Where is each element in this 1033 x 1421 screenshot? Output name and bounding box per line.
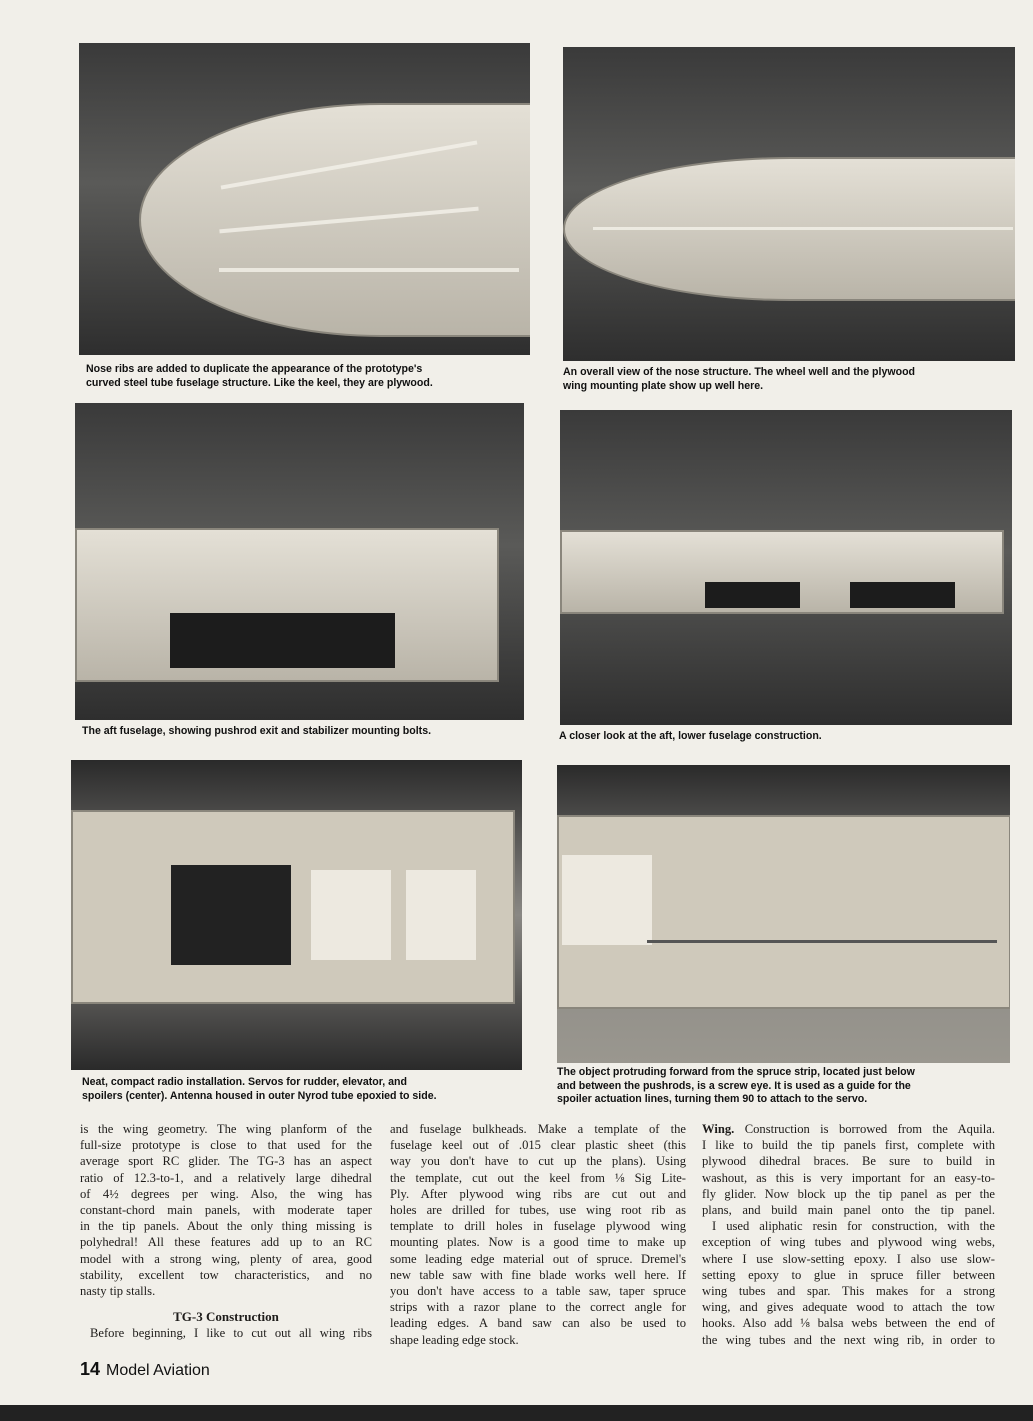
caption-radio-installation [82,1076,522,1103]
text-line: hooks. Also add ⅛ balsa webs between the end of [702,1316,995,1331]
caption-line: wing mounting plate show up well here. [563,379,764,392]
magazine-name: Model Aviation [106,1362,210,1379]
text-line: the wing tubes and the next wing rib, in order to [702,1332,995,1347]
caption-line: spoiler actuation lines, turning them 90 to attach to the servo. [557,1093,868,1105]
photo-radio-installation [71,760,522,1070]
text-line: Before beginning, I like to cut out all wing ribs [90,1326,372,1341]
text-line: plans, and build main panel onto the tip panel. [702,1203,995,1218]
text-line: average sport RC glider. The TG-3 has an aspect [80,1154,372,1169]
text-line: some leading edge material out of spruce. Dremel's [390,1251,686,1266]
caption-nose-overview [563,366,1013,393]
article-column-3 [702,1121,995,1348]
text-line: fuselage keel out of .015 clear plastic sheet (this [390,1138,686,1153]
text-line: Ply. After plywood wing ribs are cut out and [390,1186,686,1201]
caption-line: An overall view of the nose structure. The wheel well and the plywood [563,366,916,378]
text-line: where I use slow-setting epoxy. I also use slow- [702,1251,995,1266]
text-run: Construction is borrowed from the Aquila. [734,1122,995,1136]
text-line: wing, and gives adequate wood to attach the tow [702,1300,995,1315]
caption-line: and between the pushrods, is a screw eye. It is used as a guide for the [557,1079,911,1092]
text-line: way you don't have to cut up the plans). Using [390,1154,686,1169]
text-line: of 4½ degrees per wing. Also, the wing has [80,1186,372,1201]
text-line: wing tubes and spar. This makes for a strong [702,1284,995,1299]
text-line: fly glider. Now block up the tip panel as per the [702,1186,995,1201]
text-line: setting epoxy to glue in spruce filler between [702,1267,995,1282]
caption-line: curved steel tube fuselage structure. Like the keel, they are plywood. [86,376,433,389]
caption-nose-ribs [86,363,526,390]
article-column-2 [390,1121,686,1348]
text-line: plywood dihedral braces. Be sure to build in [702,1154,995,1169]
photo-nose-overview [563,47,1015,361]
text-line: model with a strong wing, plenty of area, good [80,1251,372,1266]
text-line: full-size prototype is close to that used for the [80,1138,372,1153]
caption-line: Nose ribs are added to duplicate the appearance of the prototype's [86,363,423,375]
caption-screw-eye [557,1066,1007,1107]
text-line: nasty tip stalls. [80,1284,156,1299]
caption-aft-fuselage [82,725,522,739]
text-line: exception of wing tubes and plywood wing webs, [702,1235,995,1250]
article-column-1 [80,1121,372,1342]
caption-line: spoilers (center). Antenna housed in outer Nyrod tube epoxied to side. [82,1089,437,1102]
text-line: I used aliphatic resin for construction, with the [712,1219,995,1234]
text-line: mounting plates. Now is a good time to make up [390,1235,686,1250]
text-line: is the wing geometry. The wing planform of the [80,1122,372,1136]
scan-edge [0,1405,1033,1421]
text-line: polyhedral! All these features add up to an RC [80,1235,372,1250]
text-line: the template, cut out the keel from ⅛ Sig Lite- [390,1170,686,1185]
section-heading: TG-3 Construction [173,1309,279,1325]
photo-aft-lower-fuselage [560,410,1012,725]
text-line: and fuselage bulkheads. Make a template of the [390,1122,686,1136]
caption-line: The aft fuselage, showing pushrod exit and stabilizer mounting bolts. [82,725,432,737]
text-line: new table saw with fine blade works well here. If [390,1267,686,1282]
caption-line: A closer look at the aft, lower fuselage construction. [559,730,822,742]
text-line: you don't have access to a table saw, taper spruce [390,1284,686,1299]
photo-spoiler-screw-eye [557,765,1010,1063]
text-line [702,1121,995,1137]
text-line: I like to build the tip panels first, complete with [702,1138,995,1153]
caption-line: The object protruding forward from the spruce strip, located just below [557,1066,915,1078]
page-number: 14 [80,1359,101,1379]
caption-line: Neat, compact radio installation. Servos for rudder, elevator, and [82,1076,407,1088]
text-line: in the tip panels. About the only thing missing is [80,1219,372,1234]
text-line: leading edges. A band saw can also be used to [390,1316,686,1331]
page-footer [80,1359,210,1380]
text-line: washout, as this is very important for an easy-to- [702,1170,995,1185]
text-line: ratio of 12.3-to-1, and a relatively large dihedral [80,1170,372,1185]
text-line: holes are drilled for tubes, use wing root rib as [390,1203,686,1218]
text-line: template to drill holes in fuselage plywood wing [390,1219,686,1234]
text-line: constant-chord main panels, with moderate taper [80,1203,372,1218]
text-line: shape leading edge stock. [390,1332,519,1347]
text-line: stability, excellent tow characteristics, and no [80,1267,372,1282]
photo-aft-fuselage [75,403,524,720]
photo-nose-ribs [79,43,530,355]
caption-aft-lower [559,730,999,744]
run-in-heading: Wing. [702,1122,735,1136]
text-line: strips with a razor plane to the correct angle for [390,1300,686,1315]
